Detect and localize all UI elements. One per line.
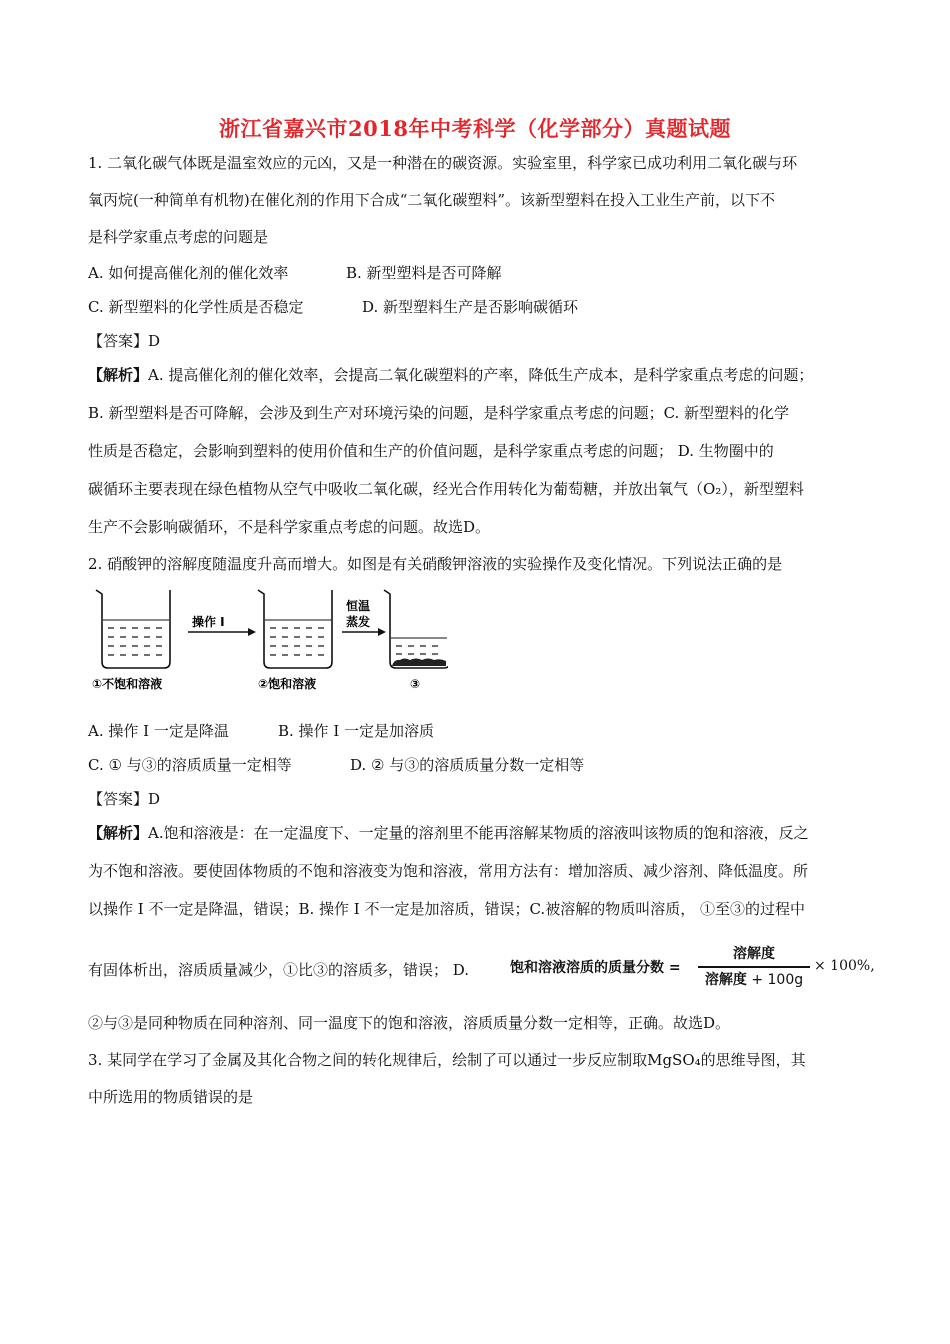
q1-stem-line-2: 氧丙烷(一种简单有机物)在催化剂的作用下合成“二氧化碳塑料”。该新型塑料在投入工业生产前，以下不 xyxy=(88,191,776,209)
q2-answer: 【答案】D xyxy=(88,790,161,808)
formula-tail: × 100%, xyxy=(814,958,875,974)
beaker-2 xyxy=(258,590,332,668)
q1-analysis-line-3: 性质是否稳定，会影响到塑料的使用价值和生产的价值问题，是科学家重点考虑的问题； D. 生物圈中的 xyxy=(88,442,774,460)
arrow-operation-1 xyxy=(188,614,256,636)
beaker-1 xyxy=(96,590,170,668)
q3-stem-line-2: 中所选用的物质错误的是 xyxy=(88,1088,254,1106)
beaker-diagram xyxy=(88,582,448,692)
q1-analysis-line-5: 生产不会影响碳循环，不是科学家重点考虑的问题。故选D。 xyxy=(88,518,491,536)
q2-analysis-label: 【解析】 xyxy=(88,824,149,842)
q2-option-c: C. ① 与③的溶质质量一定相等 xyxy=(88,756,292,774)
beaker-3 xyxy=(384,590,448,668)
q1-option-d: D. 新型塑料生产是否影响碳循环 xyxy=(362,298,579,316)
q2-stem-line-1: 2. 硝酸钾的溶解度随温度升高而增大。如图是有关硝酸钾溶液的实验操作及变化情况。下列说法正确的是 xyxy=(88,555,783,573)
q2-analysis-text-1: A.饱和溶液是：在一定温度下、一定量的溶剂里不能再溶解某物质的溶液叫该物质的饱和溶液，反之 xyxy=(148,824,809,842)
formula-numerator: 溶解度 xyxy=(733,946,775,962)
formula-denominator xyxy=(698,970,810,990)
arrow-2-label-bottom: 蒸发 xyxy=(346,615,371,629)
q1-stem-line-1: 1. 二氧化碳气体既是温室效应的元凶，又是一种潜在的碳资源。实验室里，科学家已成功利用二氧化碳与环 xyxy=(88,154,798,172)
q2-option-a: A. 操作 I 一定是降温 xyxy=(88,722,229,740)
q1-analysis-line-2: B. 新型塑料是否可降解，会涉及到生产对环境污染的问题，是科学家重点考虑的问题；C. 新型塑料的化学 xyxy=(88,404,790,422)
crystal-precipitate xyxy=(392,659,446,667)
q1-option-a: A. 如何提高催化剂的催化效率 xyxy=(88,264,289,282)
q1-analysis-label: 【解析】 xyxy=(88,366,149,384)
formula-den-rest: + 100g xyxy=(746,971,804,988)
q1-analysis-line-4: 碳循环主要表现在绿色植物从空气中吸收二氧化碳，经光合作用转化为葡萄糖，并放出氧气（O₂），新型塑料 xyxy=(88,480,804,498)
q2-analysis-line-4: 有固体析出，溶质质量减少，①比③的溶质多，错误； D. xyxy=(88,961,470,979)
arrow-2-label-top: 恒温 xyxy=(346,599,371,613)
formula-den-word: 溶解度 xyxy=(704,971,747,988)
beaker-1-label: ①不饱和溶液 xyxy=(92,677,163,691)
q2-analysis-line-3: 以操作 I 不一定是降温，错误；B. 操作 I 不一定是加溶质，错误；C.被溶解的物质叫溶质， ①至③的过程中 xyxy=(88,900,805,918)
q1-stem-line-3: 是科学家重点考虑的问题是 xyxy=(88,228,269,246)
q1-option-b: B. 新型塑料是否可降解 xyxy=(346,264,502,282)
q2-option-d: D. ② 与③的溶质质量分数一定相等 xyxy=(350,756,585,774)
q1-analysis-line-1 xyxy=(88,365,813,385)
fraction-bar xyxy=(698,966,810,968)
beaker-2-label: ②饱和溶液 xyxy=(258,677,317,691)
q1-option-c: C. 新型塑料的化学性质是否稳定 xyxy=(88,298,304,316)
q2-option-b: B. 操作 I 一定是加溶质 xyxy=(278,722,435,740)
beaker-3-label: ③ xyxy=(410,677,421,691)
q2-analysis-line-5: ②与③是同种物质在同种溶剂、同一温度下的饱和溶液，溶质质量分数一定相等，正确。故选D。 xyxy=(88,1014,731,1032)
q3-stem-line-1: 3. 某同学在学习了金属及其化合物之间的转化规律后，绘制了可以通过一步反应制取MgSO₄的思维导图，其 xyxy=(88,1051,806,1069)
arrow-1-label: 操作 I xyxy=(192,615,225,629)
formula-fraction xyxy=(698,944,810,990)
page-title: 浙江省嘉兴市2018年中考科学（化学部分）真题试题 xyxy=(219,116,731,141)
arrow-evaporation xyxy=(342,598,386,636)
mass-fraction-formula xyxy=(510,944,875,994)
q2-analysis-line-1 xyxy=(88,823,809,843)
q1-analysis-text-1: A. 提高催化剂的催化效率，会提高二氧化碳塑料的产率，降低生产成本，是科学家重点考虑的问题； xyxy=(148,366,814,384)
q1-answer: 【答案】D xyxy=(88,332,161,350)
q2-analysis-line-2: 为不饱和溶液。要使固体物质的不饱和溶液变为饱和溶液，常用方法有：增加溶质、减少溶剂、降低温度。所 xyxy=(88,862,809,880)
formula-lhs: 饱和溶液溶质的质量分数 = xyxy=(510,960,681,976)
